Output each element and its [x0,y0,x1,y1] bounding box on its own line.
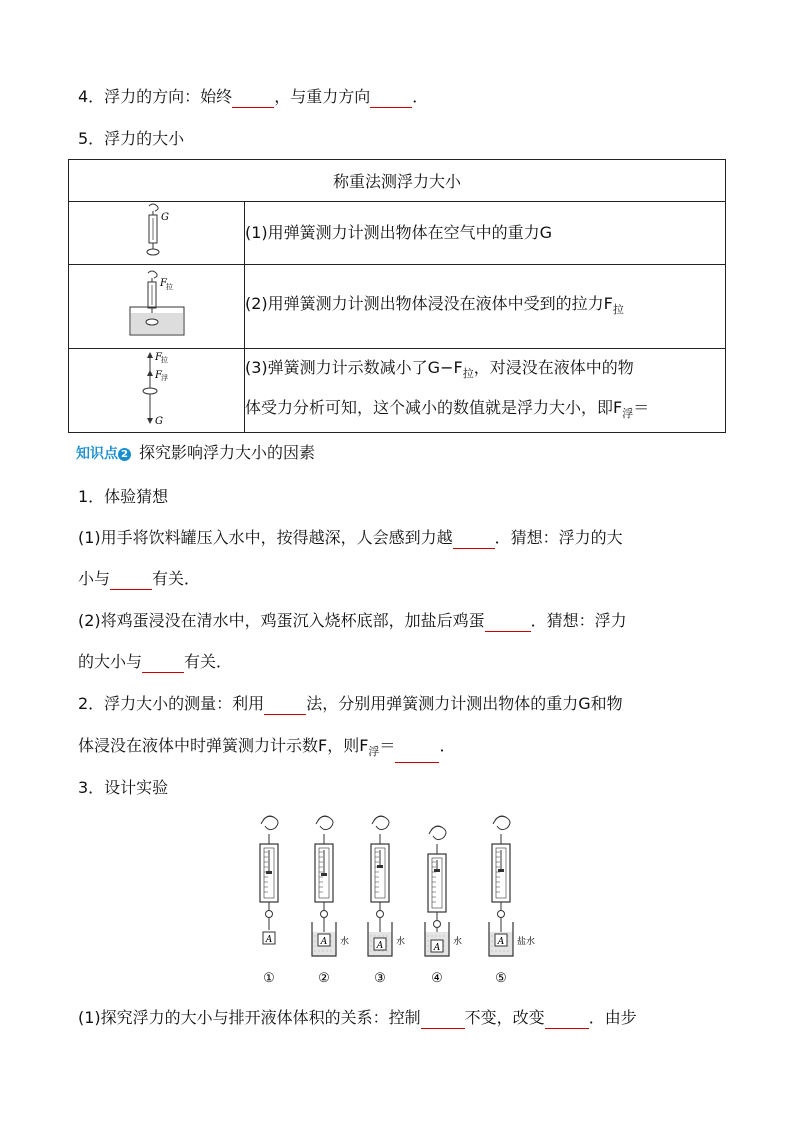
table-row-text: (3)弹簧测力计示数减小了$G-F_拉$，对浸没在液体中的物 体受力分析可知，这个减小的数值就是浮力大小，即$F_浮=$ [245,349,726,433]
spring-scale-liquid-figure [69,265,245,349]
answer-blank[interactable] [421,1012,465,1029]
step-label: ⑤ [495,971,507,986]
answer-blank[interactable] [264,698,306,715]
svg-text:浮: 浮 [160,373,168,382]
liquid-label: 水 [340,937,350,947]
experiment-figure [245,812,565,988]
weighing-method-table [68,159,726,433]
line-magnitude: 5．浮力的大小 [78,129,185,148]
svg-text:拉: 拉 [160,355,168,364]
experiment-step-3 [368,816,405,986]
paragraph: (2)将鸡蛋浸没在清水中，鸡蛋沉入烧杯底部，加盐后鸡蛋 ．猜想：浮力 [78,611,627,630]
experiment-step-5 [489,816,535,986]
svg-text:F: F [154,369,162,381]
section-heading: 知识点 2 探究影响浮力大小的因素 [76,442,315,465]
block-label: A [376,941,384,951]
item-design: 3．设计实验 [78,778,169,797]
answer-blank[interactable] [142,656,184,673]
block-label: A [433,943,441,953]
table-header: 称重法测浮力大小 [69,160,726,202]
paragraph: 2．浮力大小的测量：利用 法，分别用弹簧测力计测出物体的重力G和物 [78,694,623,713]
paragraph: 体浸没在液体中时弹簧测力计示数F，则$F_浮=$ ． [78,735,455,763]
svg-text:F: F [154,351,162,363]
liquid-label: 水 [396,937,406,947]
answer-blank[interactable] [232,91,274,108]
table-row-text: (1)用弹簧测力计测出物体在空气中的重力G [245,202,726,265]
experiment-step-1 [260,816,278,986]
force-analysis-figure [69,349,245,433]
step-label: ④ [431,971,443,986]
line-direction: 4．浮力的方向：始终 ，与重力方向 ． [78,87,429,106]
answer-blank[interactable] [370,91,412,108]
step-label: ① [263,971,275,986]
svg-text:G: G [154,415,163,427]
liquid-label: 水 [453,937,463,947]
step-label: ② [318,971,330,986]
block-label: A [265,935,273,945]
paragraph: (1)用手将饮料罐压入水中，按得越深，人会感到力越 ．猜想：浮力的大 [78,528,623,547]
table-row-text: (2)用弹簧测力计测出物体浸没在液体中受到的拉力$F_拉$ [245,265,726,349]
svg-text:拉: 拉 [165,282,173,291]
spring-scale-air-figure [69,202,245,265]
answer-blank[interactable] [453,532,495,549]
figure-label-g: G [160,212,169,223]
step-label: ③ [374,971,386,986]
paragraph: 的大小与 有关． [78,652,233,671]
experiment-step-4 [425,826,462,986]
answer-blank[interactable] [545,1012,589,1029]
block-label: A [497,937,505,947]
answer-blank[interactable] [485,615,531,632]
answer-blank[interactable] [395,746,439,763]
figure-label-f: F [159,277,167,289]
liquid-label: 盐水 [517,937,536,947]
paragraph: (1)探究浮力的大小与排开液体体积的关系：控制 不变，改变 ．由步 [78,1008,637,1027]
paragraph: 小与 有关． [78,569,201,588]
experiment-step-2 [312,816,349,986]
answer-blank[interactable] [110,573,152,590]
item-guess: 1．体验猜想 [78,487,169,506]
block-label: A [320,937,328,947]
knowledge-point-badge: 知识点 2 [76,443,131,465]
